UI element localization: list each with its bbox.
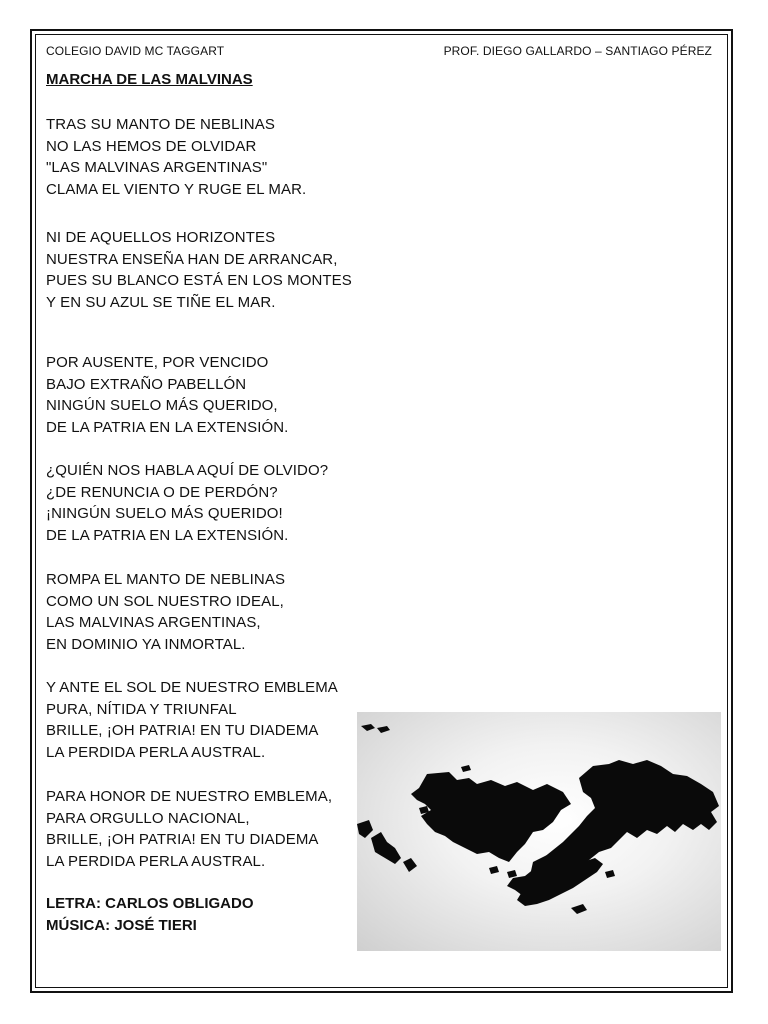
- stanza-3: [46, 352, 288, 439]
- verse-line: Y EN SU AZUL SE TIÑE EL MAR.: [46, 294, 276, 312]
- verse-line: BAJO EXTRAÑO PABELLÓN: [46, 375, 247, 393]
- verse-line: PARA ORGULLO NACIONAL,: [46, 809, 250, 827]
- islet: [371, 832, 401, 864]
- islet: [461, 765, 471, 772]
- islet: [605, 870, 615, 878]
- verse-line: POR AUSENTE, POR VENCIDO: [46, 354, 269, 371]
- stanza-4: [46, 460, 328, 547]
- verse-line: TRAS SU MANTO DE NEBLINAS: [46, 116, 275, 133]
- stanza-6: [46, 677, 338, 764]
- verse-line: NINGÚN SUELO MÁS QUERIDO,: [46, 397, 278, 415]
- verse-line: PARA HONOR DE NUESTRO EMBLEMA,: [46, 788, 333, 805]
- verse-line: ¿QUIÉN NOS HABLA AQUÍ DE OLVIDO?: [46, 462, 329, 479]
- verse-line: LAS MALVINAS ARGENTINAS,: [46, 614, 261, 632]
- verse-line: ¿DE RENUNCIA O DE PERDÓN?: [46, 483, 278, 501]
- islet: [571, 904, 587, 914]
- malvinas-islands-map: [357, 712, 721, 951]
- islet: [403, 858, 417, 872]
- verse-line: BRILLE, ¡OH PATRIA! EN TU DIADEMA: [46, 722, 319, 740]
- islet: [361, 724, 375, 731]
- lafonia: [517, 852, 603, 906]
- verse-line: LA PERDIDA PERLA AUSTRAL.: [46, 853, 266, 871]
- school-name: COLEGIO DAVID MC TAGGART: [46, 44, 225, 58]
- verse-line: NUESTRA ENSEÑA HAN DE ARRANCAR,: [46, 250, 338, 268]
- verse-line: CLAMA EL VIENTO Y RUGE EL MAR.: [46, 181, 307, 199]
- verse-line: "LAS MALVINAS ARGENTINAS": [46, 159, 268, 177]
- music-credit: MÚSICA: JOSÉ TIERI: [46, 917, 197, 934]
- lyrics-credit: LETRA: CARLOS OBLIGADO: [46, 895, 254, 912]
- song-title: MARCHA DE LAS MALVINAS: [46, 71, 253, 88]
- verse-line: Y ANTE EL SOL DE NUESTRO EMBLEMA: [46, 679, 338, 696]
- verse-line: EN DOMINIO YA INMORTAL.: [46, 636, 246, 654]
- verse-line: LA PERDIDA PERLA AUSTRAL.: [46, 744, 266, 762]
- west-falkland: [411, 772, 571, 862]
- verse-line: ROMPA EL MANTO DE NEBLINAS: [46, 571, 286, 588]
- verse-line: PUES SU BLANCO ESTÁ EN LOS MONTES: [46, 272, 352, 290]
- stanza-1: [46, 114, 306, 201]
- islet: [507, 870, 517, 878]
- teacher-names: PROF. DIEGO GALLARDO – SANTIAGO PÉREZ: [443, 44, 712, 58]
- verse-line: DE LA PATRIA EN LA EXTENSIÓN.: [46, 527, 289, 545]
- verse-line: PURA, NÍTIDA Y TRIUNFAL: [46, 700, 237, 718]
- verse-line: DE LA PATRIA EN LA EXTENSIÓN.: [46, 419, 289, 437]
- verse-line: NO LAS HEMOS DE OLVIDAR: [46, 137, 257, 155]
- stanza-7: [46, 786, 332, 873]
- verse-line: BRILLE, ¡OH PATRIA! EN TU DIADEMA: [46, 831, 319, 849]
- verse-line: ¡NINGÚN SUELO MÁS QUERIDO!: [46, 505, 283, 523]
- verse-line: COMO UN SOL NUESTRO IDEAL,: [46, 592, 284, 610]
- stanza-5: [46, 569, 285, 656]
- verse-line: NI DE AQUELLOS HORIZONTES: [46, 229, 276, 246]
- stanza-2: [46, 227, 352, 314]
- islands-silhouette: [357, 712, 721, 951]
- islet: [357, 820, 373, 838]
- islet: [377, 726, 390, 733]
- islet: [489, 866, 499, 874]
